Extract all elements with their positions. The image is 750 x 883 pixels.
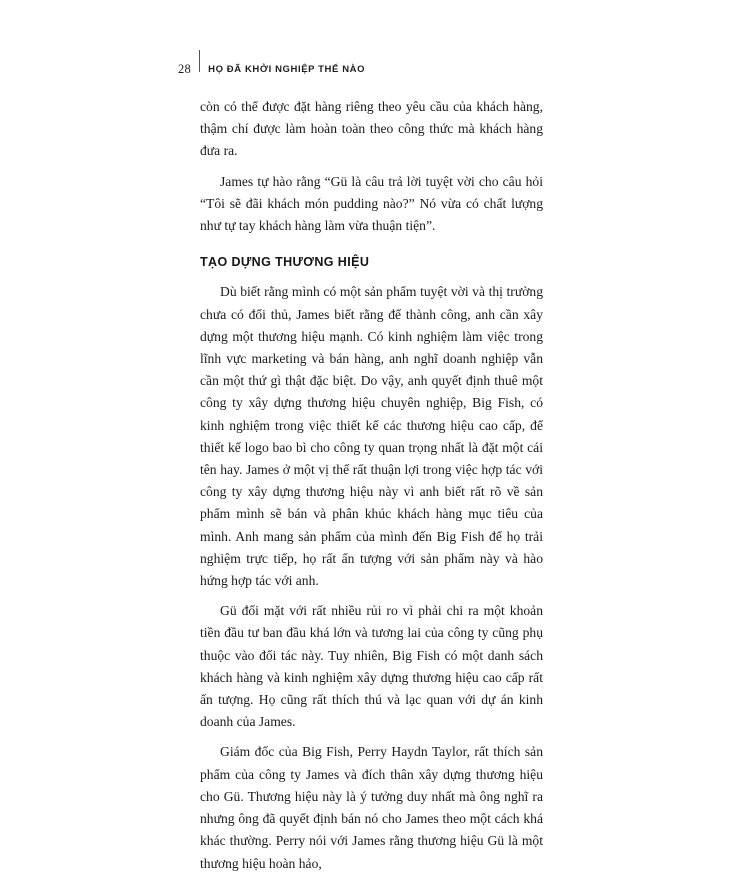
- running-title: HỌ ĐÃ KHỞI NGHIỆP THẾ NÀO: [208, 63, 366, 75]
- paragraph: còn có thể được đặt hàng riêng theo yêu cầu của khách hàng, thậm chí được làm hoàn toàn theo công thức mà khách hàng đưa ra.: [200, 99, 543, 159]
- section-heading: TẠO DỰNG THƯƠNG HIỆU: [200, 255, 370, 270]
- page-number: 28: [178, 61, 192, 76]
- paragraph: Giám đốc của Big Fish, Perry Haydn Taylor, rất thích sản phẩm của công ty James và đích thân xây dựng thương hiệu cho Gü. Thương hiệu này là ý tưởng duy nhất mà ông nghĩ ra nhưng ông đã quyết định bán nó cho James theo một cách khá khác thường. Perry nói với James rằng thương hiệu Gü là một thương hiệu hoàn hảo,: [200, 744, 543, 871]
- body-text: [200, 96, 543, 883]
- paragraph: James tự hào rằng “Gü là câu trả lời tuyệt vời cho câu hỏi “Tôi sẽ đãi khách món pudding nào?” Nó vừa có chất lượng như tự tay khách hàng làm vừa thuận tiện”.: [200, 173, 543, 234]
- paragraph: Dù biết rằng mình có một sản phẩm tuyệt vời và thị trường chưa có đối thủ, James biết rằng để thành công, anh cần xây dựng một thương hiệu mạnh. Có kinh nghiệm làm việc trong lĩnh vực marketing và bán hàng, anh nghĩ doanh nghiệp vẫn cần một thứ gì thật đặc biệt. Do vậy, anh quyết định thuê một công ty xây dựng thương hiệu chuyên nghiệp, Big Fish, có kinh nghiệm trong việc thiết kế các thương hiệu cao cấp, để thiết kế logo bao bì cho công ty quan trọng nhất là đặt một cái tên hay. James ở một vị thế rất thuận lợi trong việc hợp tác với công ty xây dựng thương hiệu này vì anh biết rất rõ về sản phẩm mình sẽ bán và phân khúc khách hàng mục tiêu của mình. Anh mang sản phẩm của mình đến Big Fish để họ trải nghiệm trực tiếp, họ rất ấn tượng với sản phẩm này và hào hứng hợp tác với anh.: [200, 284, 543, 589]
- paragraph: Gü đối mặt với rất nhiều rủi ro vì phải chi ra một khoản tiền đầu tư ban đầu khá lớn và tương lai của công ty cũng phụ thuộc vào đối tác này. Tuy nhiên, Big Fish có một danh sách khách hàng và kinh nghiệm xây dựng thương hiệu cao cấp rất ấn tượng. Họ cũng rất thích thú và lạc quan với dự án kinh doanh của James.: [200, 603, 543, 730]
- header-divider: [199, 50, 200, 72]
- running-header: [178, 58, 365, 80]
